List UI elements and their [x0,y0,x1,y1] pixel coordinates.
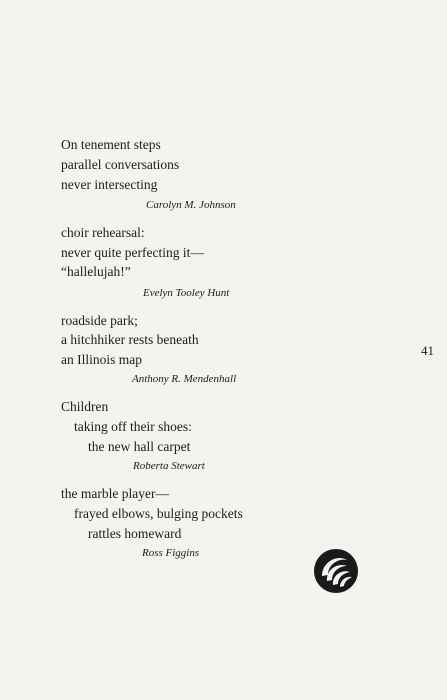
poem-5-line-3: rattles homeward [88,526,182,541]
poem-4-line-1: Children [61,399,109,414]
poem-3-author: Anthony R. Mendenhall [132,373,237,385]
poem-2-line-1: choir rehearsal: [61,225,145,240]
poem-4-line-2: taking off their shoes: [74,419,192,434]
poem-5-line-2: frayed elbows, bulging pockets [74,506,243,521]
page-number: 41 [421,343,434,358]
poem-5-author: Ross Figgins [142,547,200,559]
poem-3-line-3: an Illinois map [61,352,142,367]
swirl-logo-icon [313,548,359,594]
poem-1-line-1: On tenement steps [61,137,161,152]
poem-1-author: Carolyn M. Johnson [146,199,236,211]
poem-4-line-3: the new hall carpet [88,439,191,454]
poem-1-line-2: parallel conversations [61,157,180,172]
poem-2-line-3: “hallelujah!” [61,264,131,279]
poem-3-line-2: a hitchhiker rests beneath [61,332,199,347]
poem-1-line-3: never intersecting [61,177,158,192]
poem-2-line-2: never quite perfecting it— [61,245,204,260]
poem-3-line-1: roadside park; [61,313,138,328]
poem-2-author: Evelyn Tooley Hunt [143,287,230,299]
poem-5-line-1: the marble player— [61,486,169,501]
poem-4-author: Roberta Stewart [133,460,205,472]
